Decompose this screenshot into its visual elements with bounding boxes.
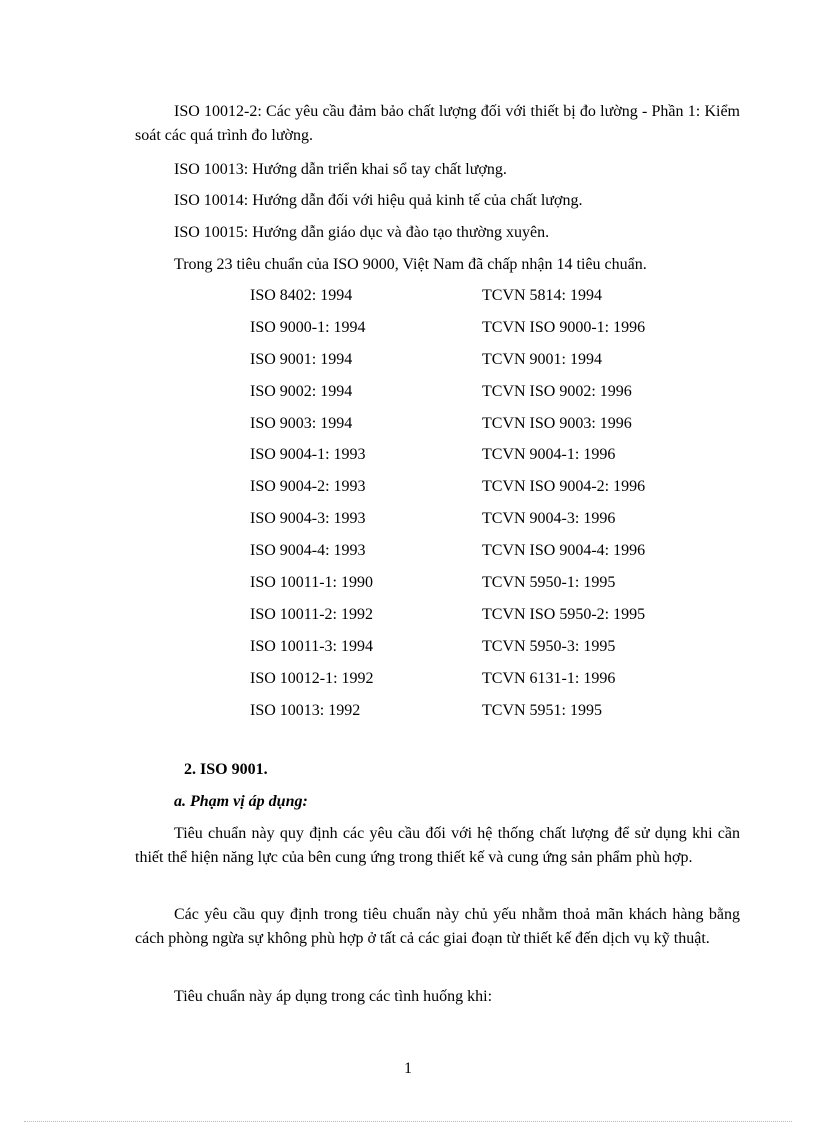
iso-standard-cell: ISO 9001: 1994 bbox=[250, 350, 353, 368]
table-row bbox=[250, 443, 710, 475]
tcvn-standard-cell: TCVN ISO 9004-2: 1996 bbox=[482, 478, 646, 496]
iso-standard-cell: ISO 10013: 1992 bbox=[250, 701, 361, 719]
table-row bbox=[250, 571, 710, 603]
tcvn-standard-cell: TCVN 5950-3: 1995 bbox=[482, 637, 616, 655]
tcvn-standard-cell: TCVN ISO 9002: 1996 bbox=[482, 382, 632, 400]
iso-standard-cell: ISO 10011-2: 1992 bbox=[250, 605, 373, 623]
iso-standard-cell: ISO 10012-1: 1992 bbox=[250, 669, 374, 687]
tcvn-standard-cell: TCVN ISO 9000-1: 1996 bbox=[482, 318, 646, 336]
tcvn-standard-cell: TCVN 5814: 1994 bbox=[482, 287, 602, 304]
table-row bbox=[250, 635, 710, 667]
iso-standard-cell: ISO 9004-2: 1993 bbox=[250, 478, 366, 496]
tcvn-standard-cell: TCVN 5950-1: 1995 bbox=[482, 574, 616, 592]
paragraph-scope: Tiêu chuẩn này quy định các yêu cầu đối với hệ thống chất lượng để sử dụng khi cần thiết thể hiện năng lực của bên cung ứng trong thiết kế và cung ứng sản phẩm phù hợp. bbox=[135, 825, 740, 866]
tcvn-standard-cell: TCVN 5951: 1995 bbox=[482, 701, 602, 719]
subsection-heading: a. Phạm vị áp dụng: bbox=[174, 793, 308, 810]
standards-table bbox=[250, 284, 710, 730]
table-row bbox=[250, 507, 710, 539]
tcvn-standard-cell: TCVN ISO 9003: 1996 bbox=[482, 414, 632, 432]
table-row bbox=[250, 316, 710, 348]
iso-standard-cell: ISO 9002: 1994 bbox=[250, 382, 353, 400]
paragraph-iso-10015: ISO 10015: Hướng dẫn giáo dục và đào tạo thường xuyên. bbox=[174, 224, 550, 241]
iso-standard-cell: ISO 10011-1: 1990 bbox=[250, 574, 373, 592]
paragraph-iso-10013: ISO 10013: Hướng dẫn triển khai sổ tay chất lượng. bbox=[174, 161, 507, 178]
table-row bbox=[250, 348, 710, 380]
tcvn-standard-cell: TCVN 9004-1: 1996 bbox=[482, 446, 616, 464]
iso-standard-cell: ISO 9004-3: 1993 bbox=[250, 510, 366, 528]
iso-standard-cell: ISO 8402: 1994 bbox=[250, 287, 353, 304]
table-row bbox=[250, 380, 710, 412]
iso-standard-cell: ISO 9004-1: 1993 bbox=[250, 446, 366, 464]
section-heading: 2. ISO 9001. bbox=[184, 761, 268, 778]
iso-standard-cell: ISO 10011-3: 1994 bbox=[250, 637, 373, 655]
table-row bbox=[250, 284, 710, 316]
table-row bbox=[250, 412, 710, 444]
table-row bbox=[250, 539, 710, 571]
paragraph-iso-10012-2: ISO 10012-2: Các yêu cầu đảm bảo chất lượng đối với thiết bị đo lường - Phần 1: Kiểm soát các quá trình đo lường. bbox=[135, 103, 740, 144]
paragraph-applies: Tiêu chuẩn này áp dụng trong các tình huống khi: bbox=[174, 988, 493, 1005]
table-row bbox=[250, 667, 710, 699]
tcvn-standard-cell: TCVN ISO 9004-4: 1996 bbox=[482, 542, 646, 560]
table-row bbox=[250, 475, 710, 507]
table-row bbox=[250, 603, 710, 635]
paragraph-iso-10014: ISO 10014: Hướng dẫn đối với hiệu quả kinh tế của chất lượng. bbox=[174, 192, 583, 209]
iso-standard-cell: ISO 9004-4: 1993 bbox=[250, 542, 366, 560]
tcvn-standard-cell: TCVN 6131-1: 1996 bbox=[482, 669, 616, 687]
iso-standard-cell: ISO 9000-1: 1994 bbox=[250, 318, 366, 336]
iso-standard-cell: ISO 9003: 1994 bbox=[250, 414, 353, 432]
paragraph-requirements: Các yêu cầu quy định trong tiêu chuẩn này chủ yếu nhằm thoả mãn khách hàng bằng cách phòng ngừa sự không phù hợp ở tất cả các giai đoạn từ thiết kế đến dịch vụ kỹ thuật. bbox=[135, 906, 740, 947]
tcvn-standard-cell: TCVN 9004-3: 1996 bbox=[482, 510, 616, 528]
paragraph-accepted-standards: Trong 23 tiêu chuẩn của ISO 9000, Việt Nam đã chấp nhận 14 tiêu chuẩn. bbox=[174, 256, 647, 273]
page-bottom-divider bbox=[24, 1121, 792, 1122]
tcvn-standard-cell: TCVN 9001: 1994 bbox=[482, 350, 602, 368]
tcvn-standard-cell: TCVN ISO 5950-2: 1995 bbox=[482, 605, 646, 623]
table-row bbox=[250, 699, 710, 731]
page-number: 1 bbox=[404, 1060, 412, 1077]
